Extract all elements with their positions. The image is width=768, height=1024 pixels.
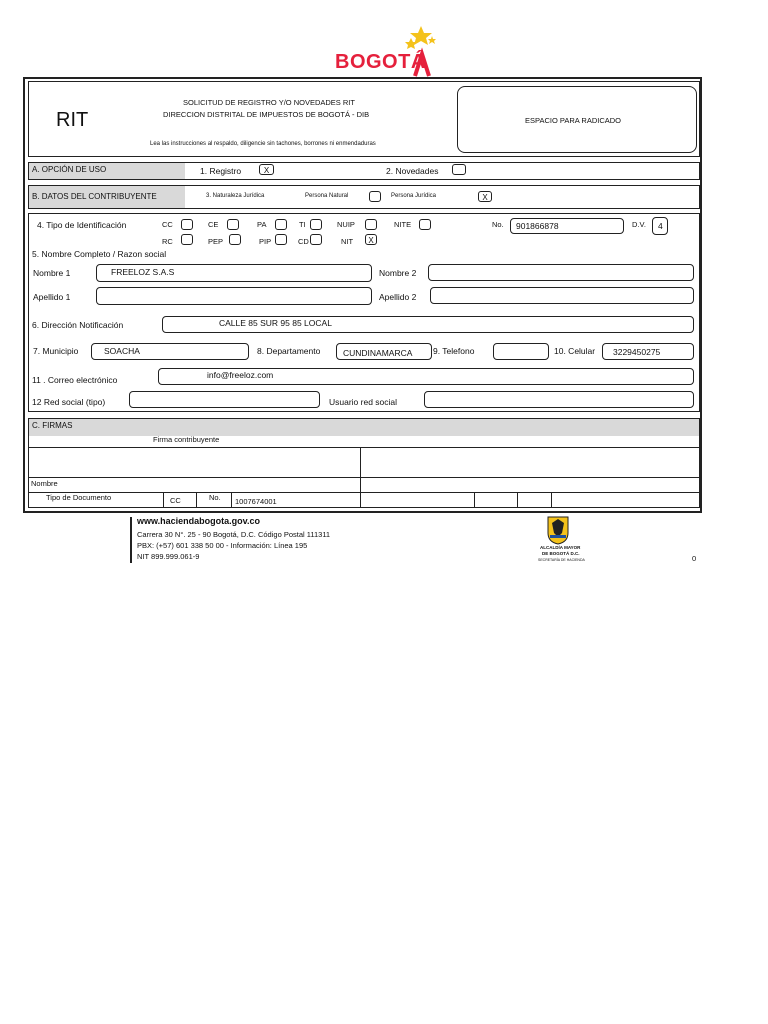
form-title-line1: SOLICITUD DE REGISTRO Y/O NOVEDADES RIT xyxy=(183,98,355,107)
bogota-logo xyxy=(333,24,438,78)
pep-checkbox[interactable] xyxy=(229,234,241,245)
usuario-red-social-field[interactable] xyxy=(424,391,694,408)
pip-label: PIP xyxy=(259,237,272,246)
nuip-label: NUIP xyxy=(337,220,355,229)
footer-website: www.haciendabogota.gov.co xyxy=(137,516,261,526)
naturaleza-label: 3. Naturaleza Jurídica xyxy=(206,193,265,199)
pa-label: PA xyxy=(257,220,267,229)
seal-line1: ALCALDÍA MAYOR xyxy=(540,545,581,550)
no-documento-value: 1007674001 xyxy=(235,497,277,506)
firma-contribuyente-label: Firma contribuyente xyxy=(153,435,220,444)
red-social-field[interactable] xyxy=(129,391,320,408)
alcaldia-seal xyxy=(528,515,588,565)
correo-field[interactable]: info@freeloz.com xyxy=(158,368,694,385)
footer-phone: PBX: (+57) 601 338 50 00 - Información: Línea 195 xyxy=(137,541,308,550)
page-number: 0 xyxy=(692,554,697,563)
pep-label: PEP xyxy=(208,237,224,246)
tipo-doc-divider-b xyxy=(196,492,197,508)
celular-label: 10. Celular xyxy=(554,346,596,356)
tipo-doc-divider-c xyxy=(231,492,232,508)
apellido1-label: Apellido 1 xyxy=(33,292,71,302)
form-title-line2: DIRECCION DISTRITAL DE IMPUESTOS DE BOGOTÁ - DIB xyxy=(163,110,370,119)
dv-field[interactable]: 4 xyxy=(652,217,668,235)
apellido2-label: Apellido 2 xyxy=(379,292,417,302)
section-c-title: C. FIRMAS xyxy=(29,419,699,436)
nombre-completo-label: 5. Nombre Completo / Razon social xyxy=(32,249,167,259)
registro-label: 1. Registro xyxy=(200,166,242,176)
apellido1-field[interactable] xyxy=(96,287,372,305)
seal-line2: DE BOGOTÁ D.C. xyxy=(542,551,580,556)
firma-divider-h2 xyxy=(29,477,699,478)
correo-label: 11 . Correo electrónico xyxy=(32,375,118,385)
coat-of-arms-icon xyxy=(528,515,588,545)
no-documento-label: No. xyxy=(209,493,221,502)
persona-natural-label: Persona Natural xyxy=(305,193,349,199)
cd-checkbox[interactable] xyxy=(310,234,322,245)
rc-label: RC xyxy=(162,237,173,246)
apellido2-field[interactable] xyxy=(430,287,694,304)
registro-checkbox[interactable]: X xyxy=(259,164,274,175)
departamento-label: 8. Departamento xyxy=(257,346,321,356)
footer-address: Carrera 30 N°. 25 - 90 Bogotá, D.C. Código Postal 111311 xyxy=(137,530,331,539)
firma2-divider-c xyxy=(551,492,552,508)
nombre2-label: Nombre 2 xyxy=(379,268,417,278)
ce-checkbox[interactable] xyxy=(227,219,239,230)
nuip-checkbox[interactable] xyxy=(365,219,377,230)
firma2-divider-b xyxy=(517,492,518,508)
departamento-field[interactable]: CUNDINAMARCA xyxy=(336,343,432,360)
nite-checkbox[interactable] xyxy=(419,219,431,230)
nombre1-label: Nombre 1 xyxy=(33,268,71,278)
firma-divider-h1 xyxy=(29,447,699,448)
red-social-label: 12 Red social (tipo) xyxy=(32,397,106,407)
cc-label: CC xyxy=(162,220,173,229)
nit-checkbox[interactable]: X xyxy=(365,234,377,245)
nit-label: NIT xyxy=(341,237,354,246)
nombre1-field[interactable]: FREELOZ S.A.S xyxy=(96,264,372,282)
tipo-documento-label: Tipo de Documento xyxy=(46,493,112,502)
telefono-field[interactable] xyxy=(493,343,549,360)
instructions-text: Lea las instrucciones al respaldo, diligencie sin tachones, borrones ni enmendaduras xyxy=(150,141,376,147)
radicado-label: ESPACIO PARA RADICADO xyxy=(525,116,621,125)
tipo-doc-divider-a xyxy=(163,492,164,508)
ti-label: TI xyxy=(299,220,306,229)
ce-label: CE xyxy=(208,220,219,229)
novedades-checkbox[interactable] xyxy=(452,164,466,175)
direccion-label: 6. Dirección Notificación xyxy=(32,320,124,330)
firma2-divider-a xyxy=(474,492,475,508)
nite-label: NITE xyxy=(394,220,412,229)
persona-juridica-checkbox[interactable]: X xyxy=(478,191,492,202)
nombre2-field[interactable] xyxy=(428,264,694,281)
usuario-red-social-label: Usuario red social xyxy=(329,397,398,407)
nombre-firma-label: Nombre xyxy=(31,479,58,488)
numero-identificacion-field[interactable]: 901866878 xyxy=(510,218,624,234)
municipio-label: 7. Municipio xyxy=(33,346,79,356)
tipo-identificacion-label: 4. Tipo de Identificación xyxy=(37,220,127,230)
rc-checkbox[interactable] xyxy=(181,234,193,245)
tipo-documento-value: CC xyxy=(170,496,181,505)
cc-checkbox[interactable] xyxy=(181,219,193,230)
section-b-title: B. DATOS DEL CONTRIBUYENTE xyxy=(29,186,185,208)
dv-label: D.V. xyxy=(632,220,646,229)
municipio-field[interactable]: SOACHA xyxy=(91,343,249,360)
direccion-field[interactable]: CALLE 85 SUR 95 85 LOCAL xyxy=(162,316,694,333)
seal-line3: SECRETARÍA DE HACIENDA xyxy=(538,558,585,562)
section-a-title: A. OPCIÓN DE USO xyxy=(29,163,185,179)
novedades-label: 2. Novedades xyxy=(386,166,439,176)
footer-nit: NIT 899.999.061-9 xyxy=(137,552,200,561)
no-label: No. xyxy=(492,220,504,229)
rit-title: RIT xyxy=(56,109,89,131)
logo-text: BOGOTÁ xyxy=(335,51,426,73)
telefono-label: 9. Telefono xyxy=(433,346,475,356)
persona-natural-checkbox[interactable] xyxy=(369,191,381,202)
celular-field[interactable]: 3229450275 xyxy=(602,343,694,360)
cd-label: CD xyxy=(298,237,309,246)
pip-checkbox[interactable] xyxy=(275,234,287,245)
pa-checkbox[interactable] xyxy=(275,219,287,230)
firma-divider-h3 xyxy=(29,492,699,493)
ti-checkbox[interactable] xyxy=(310,219,322,230)
footer-vertical-bar xyxy=(130,517,132,563)
persona-juridica-label: Persona Jurídica xyxy=(391,193,437,199)
